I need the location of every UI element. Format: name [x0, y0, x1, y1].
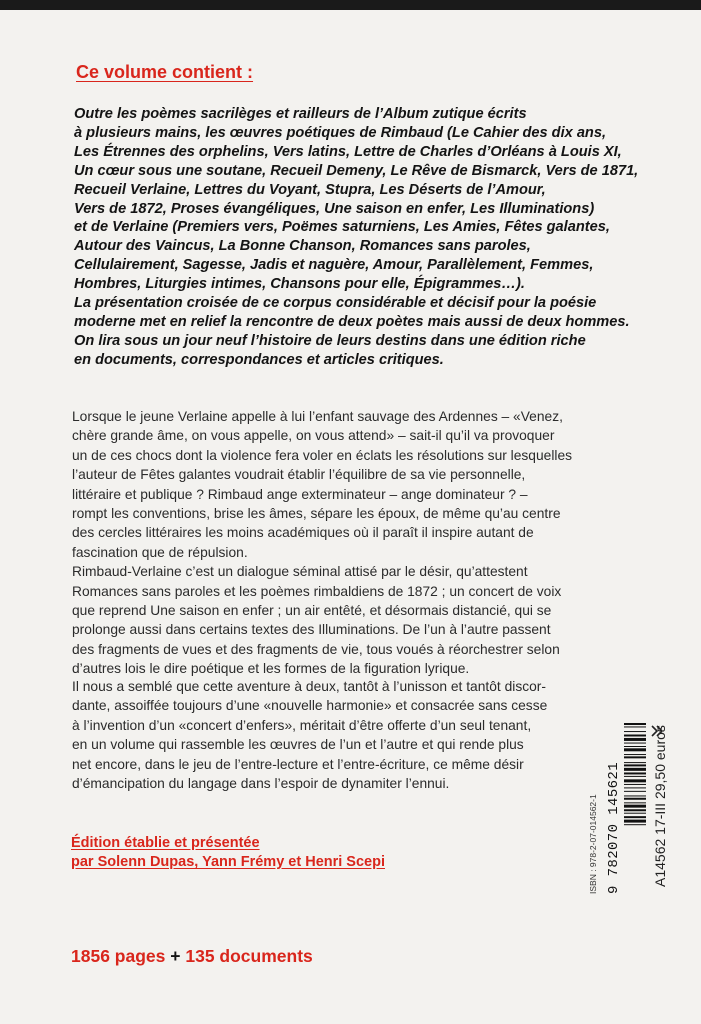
- paragraph-line: Romances sans paroles et les poèmes rimbaldiens de 1872 ; un concert de voix: [72, 583, 562, 599]
- paragraph-line: à l’invention d’un «concert d’enfers», méritait d’être offerte d’un seul tenant,: [72, 717, 532, 733]
- paragraph-line: Lorsque le jeune Verlaine appelle à lui l’enfant sauvage des Ardennes – «Venez,: [72, 409, 563, 424]
- summary-line: Un cœur sous une soutane, Recueil Demeny, Le Rêve de Bismarck, Vers de 1871,: [74, 162, 639, 179]
- summary-line: et de Verlaine (Premiers vers, Poëmes saturniens, Les Amies, Fêtes galantes,: [74, 219, 610, 236]
- page-count: [71, 946, 313, 967]
- summary-line: moderne met en relief la rencontre de deux poètes mais aussi de deux hommes.: [74, 313, 630, 330]
- section-heading: Ce volume contient :: [76, 62, 254, 82]
- paragraph-line: d’émancipation du langage dans l’espoir de dynamiter l’ennui.: [72, 776, 450, 792]
- ean-digits: 9 782070 145621: [606, 761, 622, 894]
- paragraph-line: net encore, dans le jeu de l’entre-lecture et l’entre-écriture, ce même désir: [72, 756, 524, 772]
- paragraph-line: rompt les conventions, brise les âmes, sépare les époux, de même qu’au centre: [72, 506, 561, 522]
- paragraph-line: en un volume qui rassemble les œuvres de l’un et l’autre et qui rende plus: [72, 737, 524, 753]
- paragraph-line: un de ces chocs dont la violence fera voler en éclats les résolutions sur lesquelles: [72, 447, 573, 463]
- catalog-price-codes: A14562 17-III 29,50 euros: [652, 725, 668, 887]
- pages-count-text: 1856 pages: [71, 946, 166, 966]
- summary-line: Cellulairement, Sagesse, Jadis et naguère, Amour, Parallèlement, Femmes,: [74, 257, 594, 274]
- summary-line: On lira sous un jour neuf l’histoire de leurs destins dans une édition riche: [74, 332, 586, 349]
- paragraph-line: fascination que de répulsion.: [72, 544, 248, 560]
- paragraph-line: prolonge aussi dans certains textes des Illuminations. De l’un à l’autre passent: [72, 622, 551, 638]
- summary-line: Recueil Verlaine, Lettres du Voyant, Stupra, Les Déserts de l’Amour,: [74, 181, 546, 198]
- paragraph-line: des cercles littéraires les moins académiques où il paraît il inspire autant de: [72, 525, 534, 541]
- top-edge-band: [0, 0, 701, 10]
- summary-line: à plusieurs mains, les œuvres poétiques de Rimbaud (Le Cahier des dix ans,: [74, 124, 607, 141]
- paragraph-line: que reprend Une saison en enfer ; un air entêté, et désormais distancié, qui se: [72, 603, 552, 619]
- contents-summary: [74, 105, 639, 370]
- paragraph-line: chère grande âme, on vous appelle, on vous attend» – sait-il qu’il va provoquer: [72, 428, 555, 444]
- plus-sign: +: [170, 946, 181, 966]
- barcode-graphic: [624, 723, 646, 893]
- paragraph-line: Rimbaud-Verlaine c’est un dialogue séminal attisé par le désir, qu’attestent: [72, 564, 528, 580]
- body-paragraph-1: [72, 407, 632, 679]
- paragraph-line: dante, assoiffée toujours d’une «nouvelle harmonie» et consacrée sans cesse: [72, 698, 548, 714]
- summary-line: Vers de 1872, Proses évangéliques, Une saison en enfer, Les Illuminations): [74, 200, 595, 217]
- body-paragraph-2: [72, 677, 632, 793]
- paragraph-line: d’autres lois le dire poétique et les formes de la figuration lyrique.: [72, 661, 470, 677]
- paragraph-line: l’auteur de Fêtes galantes voudrait établir l’équilibre de sa vie personnelle,: [72, 467, 526, 483]
- paragraph-line: Il nous a semblé que cette aventure à deux, tantôt à l’unisson et tantôt discor-: [72, 679, 546, 694]
- credit-line: par Solenn Dupas, Yann Frémy et Henri Scepi: [71, 854, 385, 870]
- summary-line: Outre les poèmes sacrilèges et railleurs de l’Album zutique écrits: [74, 106, 527, 122]
- summary-line: en documents, correspondances et articles critiques.: [74, 351, 444, 368]
- summary-line: Hombres, Liturgies intimes, Chansons pour elle, Épigrammes…).: [74, 276, 525, 293]
- summary-line: Autour des Vaincus, La Bonne Chanson, Romances sans paroles,: [74, 238, 531, 255]
- documents-count-text: 135 documents: [185, 946, 313, 966]
- paragraph-line: des fragments de vues et des fragments de vie, tous voués à réorchestrer selon: [72, 641, 560, 657]
- credit-line: Édition établie et présentée: [71, 835, 260, 851]
- summary-line: La présentation croisée de ce corpus considérable et décisif pour la poésie: [74, 295, 597, 312]
- barcode-block: [586, 655, 676, 905]
- paragraph-line: littéraire et publique ? Rimbaud ange exterminateur – ange dominateur ? –: [72, 486, 528, 502]
- isbn-text: ISBN : 978-2-07-014562-1: [588, 794, 598, 894]
- edition-credit: [71, 834, 385, 872]
- summary-line: Les Étrennes des orphelins, Vers latins, Lettre de Charles d’Orléans à Louis XI,: [74, 143, 622, 160]
